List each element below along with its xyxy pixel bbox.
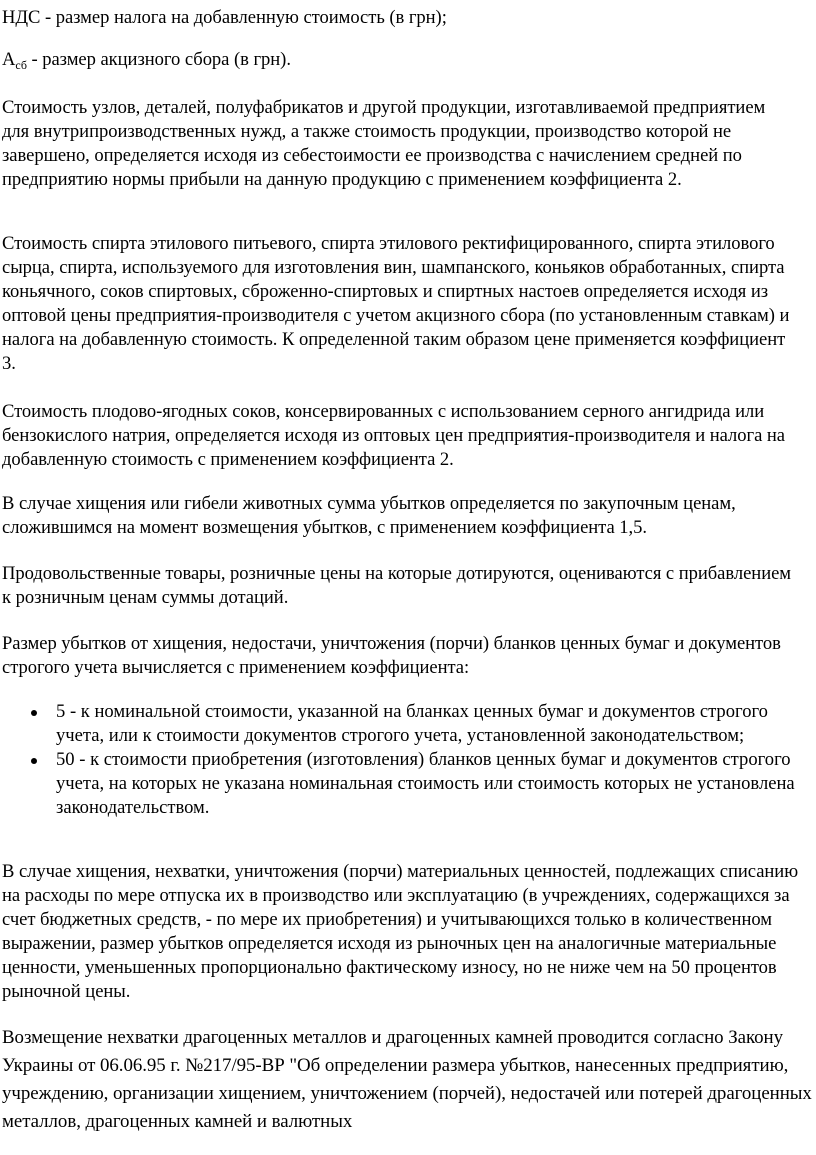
list-item — [0, 748, 796, 820]
paragraph-material-values: В случае хищения, нехватки, уничтожения (порчи) материальных ценностей, подлежащих списанию на расходы по мере отпуска их в производство или эксплуатацию (в учреждениях, содержащихся за счет бюджетных средств, - по мере их приобретения) и учитывающихся только в количественном выражении, размер убытков определяется исходя из рыночных цен на аналогичные материальные ценности, уменьшенных пропорционально фактическому износу, но не ниже чем на 50 процентов рыночной цены. — [2, 861, 799, 1002]
paragraph-subsidized-food: Продовольственные товары, розничные цены на которые дотируются, оцениваются с прибавлением к розничным ценам суммы дотаций. — [2, 563, 792, 608]
coefficient-list — [0, 700, 812, 820]
paragraph-vat-definition: НДС - размер налога на добавленную стоимость (в грн); — [2, 7, 447, 28]
paragraph-internal-products: Стоимость узлов, деталей, полуфабрикатов и другой продукции, изготавливаемой предприятием для внутрипроизводственных нужд, а также стоимость продукции, производство которой не завершено, определяется исходя из себестоимости ее производства с начислением средней по предприятию нормы прибыли на данную продукцию с применением коэффициента 2. — [2, 97, 766, 190]
excise-symbol: А — [2, 49, 16, 70]
list-item — [0, 700, 796, 748]
paragraph-animals-loss: В случае хищения или гибели животных сумма убытков определяется по закупочным ценам, сложившимся на момент возмещения убытков, с применением коэффициента 1,5. — [2, 493, 736, 538]
excise-symbol-subscript: сб — [15, 58, 27, 72]
bullet-icon — [31, 710, 37, 716]
paragraph-juices-cost: Стоимость плодово-ягодных соков, консервированных с использованием серного ангидрида или бензокислого натрия, определяется исходя из оптовых цен предприятия-производителя и налога на добавленную стоимость с применением коэффициента 2. — [2, 401, 785, 470]
paragraph-precious-metals: Возмещение нехватки драгоценных металлов и драгоценных камней проводится согласно Закону Украины от 06.06.95 г. №217/95-ВР "Об определении размера убытков, нанесенных предприятию, учреждению, организации хищением, уничтожением (порчей), недостачей или потерей драгоценных металлов, драгоценных камней и валютных — [2, 1027, 812, 1132]
list-item-text: 50 - к стоимости приобретения (изготовления) бланков ценных бумаг и документов строгого учета, на которых не указана номинальная стоимость или стоимость которых не установлена законодательством. — [56, 749, 795, 818]
bullet-icon — [31, 758, 37, 764]
paragraph-alcohol-cost: Стоимость спирта этилового питьевого, спирта этилового ректифицированного, спирта этилового сырца, спирта, используемого для изготовления вин, шампанского, коньяков обработанных, спирта коньячного, соков спиртовых, сброженно-спиртовых и спиртных настоев определяется исходя из оптовой цены предприятия-производителя с учетом акцизного сбора (по установленным ставкам) и налога на добавленную стоимость. К определенной таким образом цене применяется коэффициент 3. — [2, 233, 790, 374]
excise-definition-text: - размер акцизного сбора (в грн). — [26, 49, 291, 70]
list-item-text: 5 - к номинальной стоимости, указанной на бланках ценных бумаг и документов строгого учета, или к стоимости документов строгого учета, установленной законодательством; — [56, 701, 768, 746]
paragraph-excise-definition — [2, 48, 807, 72]
paragraph-securities-blanks: Размер убытков от хищения, недостачи, уничтожения (порчи) бланков ценных бумаг и документов строгого учета вычисляется с применением коэффициента: — [2, 633, 781, 678]
